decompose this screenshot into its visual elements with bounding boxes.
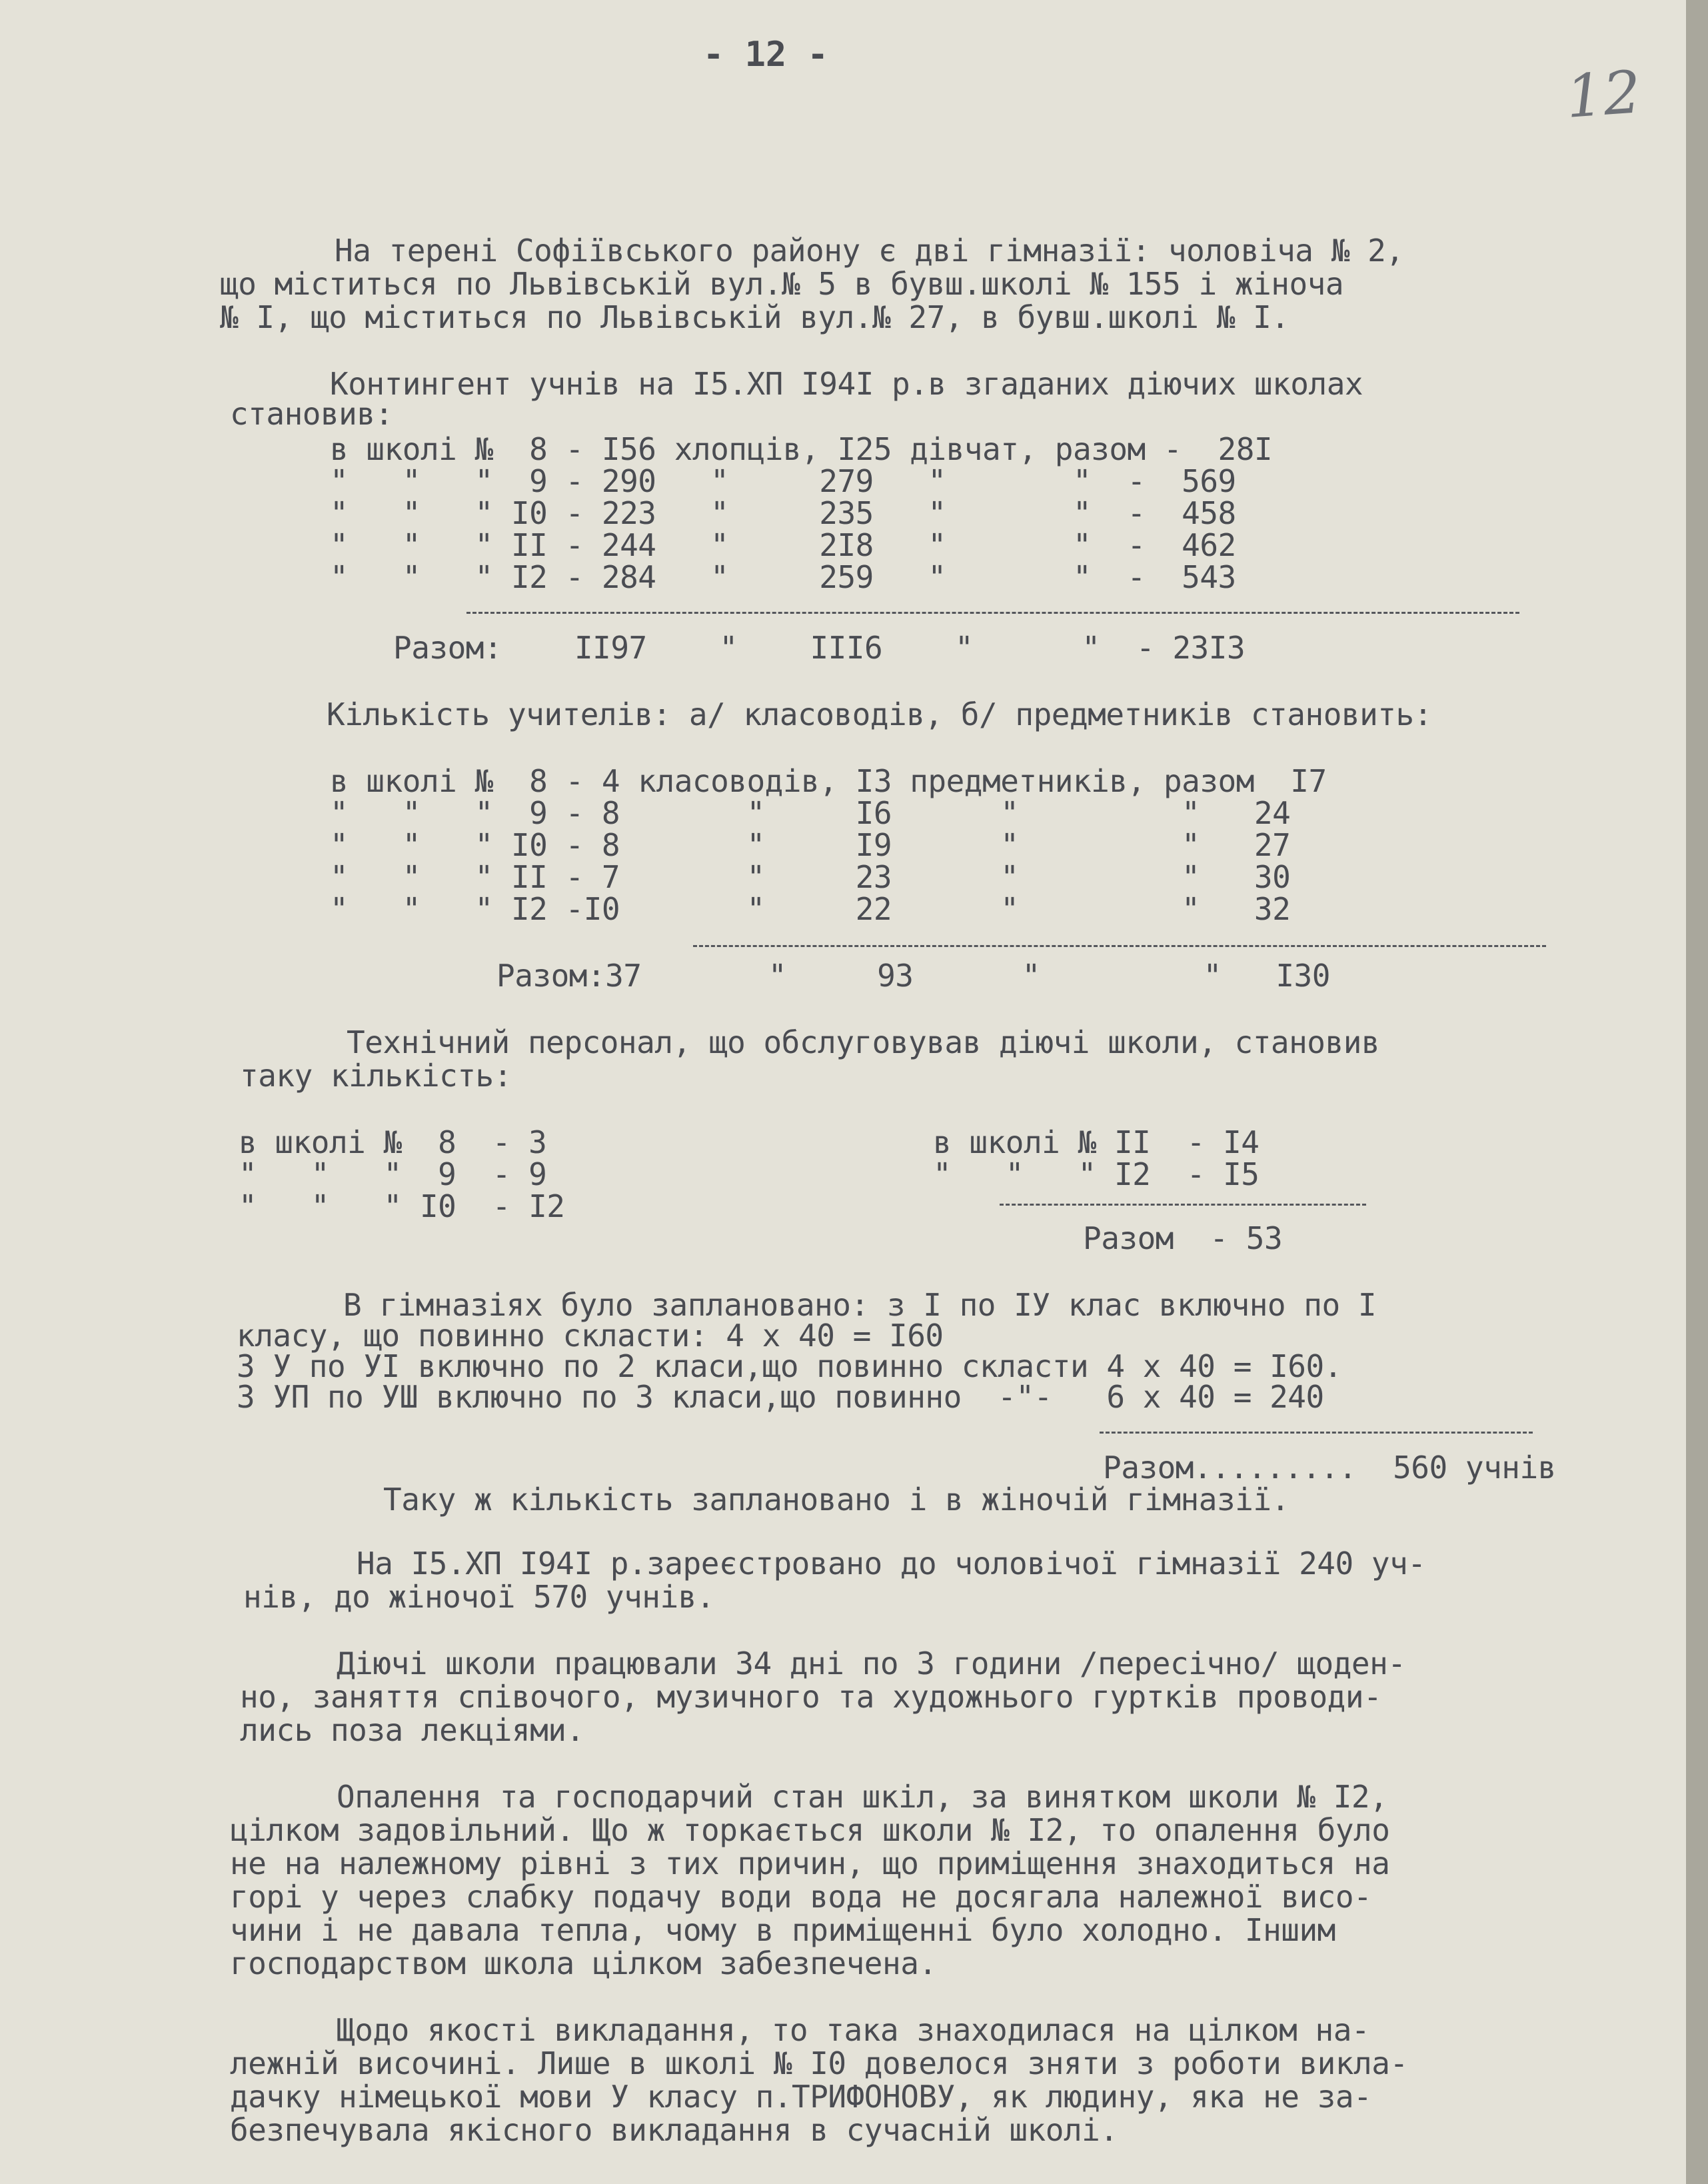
text-line: лись поза лекціями. bbox=[240, 1712, 584, 1748]
teachers-row: в школі № 8 - 4 класоводів, І3 предметників, разом І7 bbox=[330, 763, 1327, 799]
text-line: На І5.ХП І94І р.зареєстровано до чоловічої гімназії 240 уч- bbox=[357, 1546, 1426, 1582]
text-line: горі у через слабку подачу води вода не досягала належної висо- bbox=[230, 1879, 1372, 1915]
teachers-row: " " " 9 - 8 " І6 " " 24 bbox=[330, 795, 1291, 831]
archive-page-number: 12 bbox=[1563, 57, 1643, 131]
staff-row: " " " І0 - І2 bbox=[239, 1188, 565, 1224]
text-line: Технічний персонал, що обслуговував діючі школи, становив bbox=[347, 1024, 1380, 1060]
students-row: " " " ІІ - 244 " 2І8 " " - 462 bbox=[330, 527, 1236, 563]
text-line: дачку німецької мови У класу п.ТРИФОНОВУ, як людину, яка не за- bbox=[230, 2079, 1372, 2115]
text-line: чини і не давала тепла, чому в приміщенні було холодно. Іншим bbox=[230, 1912, 1335, 1948]
students-total: Разом: ІІ97 " ІІІ6 " " - 23І3 bbox=[393, 630, 1246, 666]
students-row: " " " І2 - 284 " 259 " " - 543 bbox=[330, 559, 1236, 595]
teachers-total: Разом:37 " 93 " " І30 bbox=[496, 958, 1330, 994]
text-line: На терені Софіївського району є дві гімназії: чоловіча № 2, bbox=[335, 233, 1404, 269]
text-line: З У по УІ включно по 2 класи,що повинно скласти 4 х 40 = І60. bbox=[237, 1348, 1342, 1384]
text-line: господарством школа цілком забезпечена. bbox=[230, 1945, 937, 1981]
text-line: не на належному рівні з тих причин, що приміщення знаходиться на bbox=[230, 1845, 1390, 1881]
text-line: Опалення та господарчий стан шкіл, за винятком школи № І2, bbox=[337, 1779, 1388, 1815]
page-number: - 12 - bbox=[703, 35, 828, 75]
teachers-row: " " " ІІ - 7 " 23 " " 30 bbox=[330, 859, 1291, 895]
divider-line bbox=[1000, 1204, 1366, 1206]
teachers-row: " " " І0 - 8 " І9 " " 27 bbox=[330, 827, 1291, 863]
teachers-row: " " " І2 -І0 " 22 " " 32 bbox=[330, 891, 1291, 927]
text-line: З УП по УШ включно по 3 класи,що повинно -"- 6 х 40 = 240 bbox=[237, 1379, 1324, 1415]
text-line: но, заняття співочого, музичного та художнього гуртків проводи- bbox=[240, 1679, 1382, 1715]
divider-line bbox=[466, 612, 1519, 614]
students-row: " " " 9 - 290 " 279 " " - 569 bbox=[330, 463, 1236, 499]
text-line: становив: bbox=[230, 396, 393, 432]
divider-line bbox=[693, 945, 1546, 947]
text-line: класу, що повинно скласти: 4 х 40 = І60 bbox=[237, 1318, 944, 1354]
text-line: Щодо якості викладання, то така знаходилася на цілком на- bbox=[337, 2012, 1370, 2048]
text-line: Контингент учнів на І5.ХП І94І р.в згаданих діючих школах bbox=[330, 366, 1363, 402]
staff-row: в школі № ІІ - І4 bbox=[933, 1124, 1260, 1160]
text-line: що міститься по Львівській вул.№ 5 в бувш.школі № 155 і жіноча bbox=[220, 266, 1344, 302]
students-row: в школі № 8 - І56 хлопців, І25 дівчат, разом - 28І bbox=[330, 431, 1273, 467]
plan-total: Разом......... 560 учнів bbox=[1103, 1450, 1556, 1486]
staff-total: Разом - 53 bbox=[1083, 1220, 1283, 1256]
text-line: № І, що міститься по Львівській вул.№ 27, в бувш.школі № І. bbox=[220, 299, 1289, 335]
text-line: лежній височині. Лише в школі № І0 довелося зняти з роботи викла- bbox=[230, 2045, 1408, 2081]
students-row: " " " І0 - 223 " 235 " " - 458 bbox=[330, 495, 1236, 531]
text-line: нів, до жіночої 570 учнів. bbox=[243, 1579, 715, 1615]
text-line: цілком задовільний. Що ж торкається школи № І2, то опалення було bbox=[230, 1812, 1390, 1848]
staff-row: в школі № 8 - 3 bbox=[239, 1124, 547, 1160]
text-line: безпечувала якісного викладання в сучасній школі. bbox=[230, 2112, 1118, 2148]
text-line: таку кількість: bbox=[240, 1058, 512, 1094]
text-line: Діючі школи працювали 34 дні по 3 години /пересічно/ щоден- bbox=[337, 1645, 1406, 1681]
divider-line bbox=[1100, 1432, 1533, 1434]
text-line: В гімназіях було заплановано: з І по ІУ клас включно по І bbox=[343, 1287, 1377, 1323]
staff-row: " " " 9 - 9 bbox=[239, 1156, 547, 1192]
page-edge bbox=[1686, 0, 1708, 2184]
staff-row: " " " І2 - І5 bbox=[933, 1156, 1260, 1192]
text-line: Кількість учителів: а/ класоводів, б/ предметників становить: bbox=[327, 696, 1432, 732]
text-line: Таку ж кількість заплановано і в жіночій гімназії. bbox=[383, 1482, 1289, 1518]
